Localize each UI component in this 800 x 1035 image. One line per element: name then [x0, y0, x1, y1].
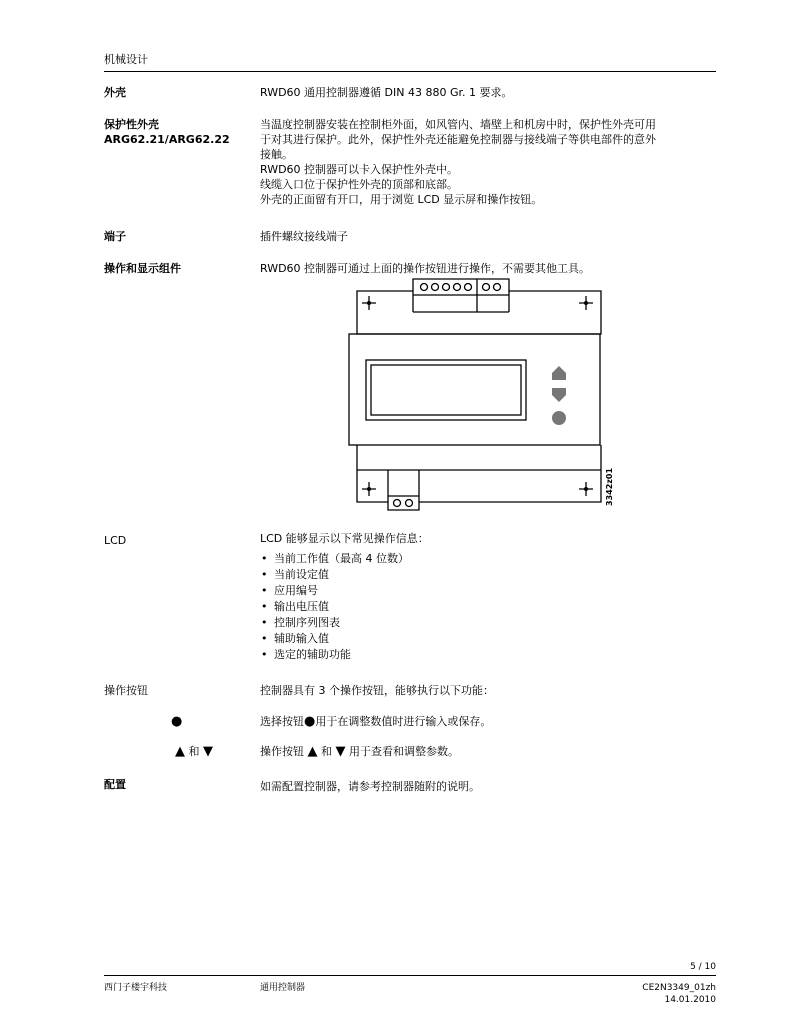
list-item: • 当前工作值（最高 4 位数）: [260, 551, 409, 567]
terminals-label: 端子: [104, 230, 126, 243]
page-number: 5 / 10: [690, 962, 716, 972]
protective-housing-model: ARG62.21/ARG62.22: [104, 133, 230, 146]
footer-doc-code: CE2N3349_01zh: [642, 983, 716, 993]
select-text-b: 用于在调整数值时进行输入或保存。: [315, 715, 492, 728]
select-text-a: 选择按钮: [260, 715, 304, 728]
buttons-intro: 控制器具有 3 个操作按钮，能够执行以下功能：: [260, 684, 494, 697]
configuration-label: 配置: [104, 778, 126, 791]
header-divider: [104, 71, 716, 72]
updown-button-description: [260, 744, 459, 759]
updown-text-a: 操作按钮: [260, 745, 304, 758]
and-label: 和: [188, 745, 200, 758]
housing-text: RWD60 通用控制器遵循 DIN 43 880 Gr. 1 要求。: [260, 86, 513, 99]
protective-housing-line: 外壳的正面留有开口，用于浏览 LCD 显示屏和操作按钮。: [260, 193, 543, 206]
protective-housing-line: 于对其进行保护。此外，保护性外壳还能避免控制器与接线端子等供电部件的意外: [260, 133, 656, 146]
down-arrow-inline-icon: ▼: [335, 744, 346, 759]
lcd-intro: LCD 能够显示以下常见操作信息：: [260, 532, 429, 545]
section-title: 机械设计: [104, 53, 148, 66]
protective-housing-line: 当温度控制器安装在控制柜外面，如风管内、墙壁上和机房中时，保护性外壳可用: [260, 118, 656, 131]
updown-text-and: 和: [321, 745, 332, 758]
list-item: • 控制序列图表: [260, 615, 409, 631]
controller-diagram: [340, 278, 630, 513]
protective-housing-line: 接触。: [260, 148, 293, 161]
operation-display-text: RWD60 控制器可通过上面的操作按钮进行操作，不需要其他工具。: [260, 262, 591, 275]
select-button-description: [260, 714, 491, 729]
list-item: • 当前设定值: [260, 567, 409, 583]
operation-display-label: 操作和显示组件: [104, 262, 181, 275]
footer-divider: [104, 975, 716, 976]
figure-code: 3342z01: [605, 467, 614, 506]
up-arrow-icon: ▲: [175, 744, 185, 759]
select-inline-icon: ●: [304, 714, 316, 729]
terminals-text: 插件螺纹接线端子: [260, 230, 348, 243]
protective-housing-text: [260, 117, 656, 207]
down-arrow-icon: ▼: [203, 744, 213, 759]
up-arrow-inline-icon: ▲: [307, 744, 318, 759]
configuration-text: 如需配置控制器，请参考控制器随附的说明。: [260, 780, 480, 793]
lcd-info-list: [260, 551, 409, 663]
footer-company: 西门子楼宇科技: [104, 983, 168, 993]
list-item: • 辅助输入值: [260, 631, 409, 647]
protective-housing-label: 保护性外壳: [104, 118, 159, 131]
updown-button-symbols: [175, 744, 213, 759]
updown-text-b: 用于查看和调整参数。: [349, 745, 459, 758]
list-item: • 输出电压值: [260, 599, 409, 615]
select-button-icon: ●: [171, 714, 183, 729]
list-item: • 应用编号: [260, 583, 409, 599]
protective-housing-line: RWD60 控制器可以卡入保护性外壳中。: [260, 163, 459, 176]
buttons-label: 操作按钮: [104, 684, 148, 697]
housing-label: 外壳: [104, 86, 126, 99]
list-item: • 选定的辅助功能: [260, 647, 409, 663]
lcd-label: LCD: [104, 534, 127, 547]
footer-date: 14.01.2010: [664, 995, 716, 1005]
footer-product: 通用控制器: [260, 983, 306, 993]
protective-housing-line: 线缆入口位于保护性外壳的顶部和底部。: [260, 178, 458, 191]
